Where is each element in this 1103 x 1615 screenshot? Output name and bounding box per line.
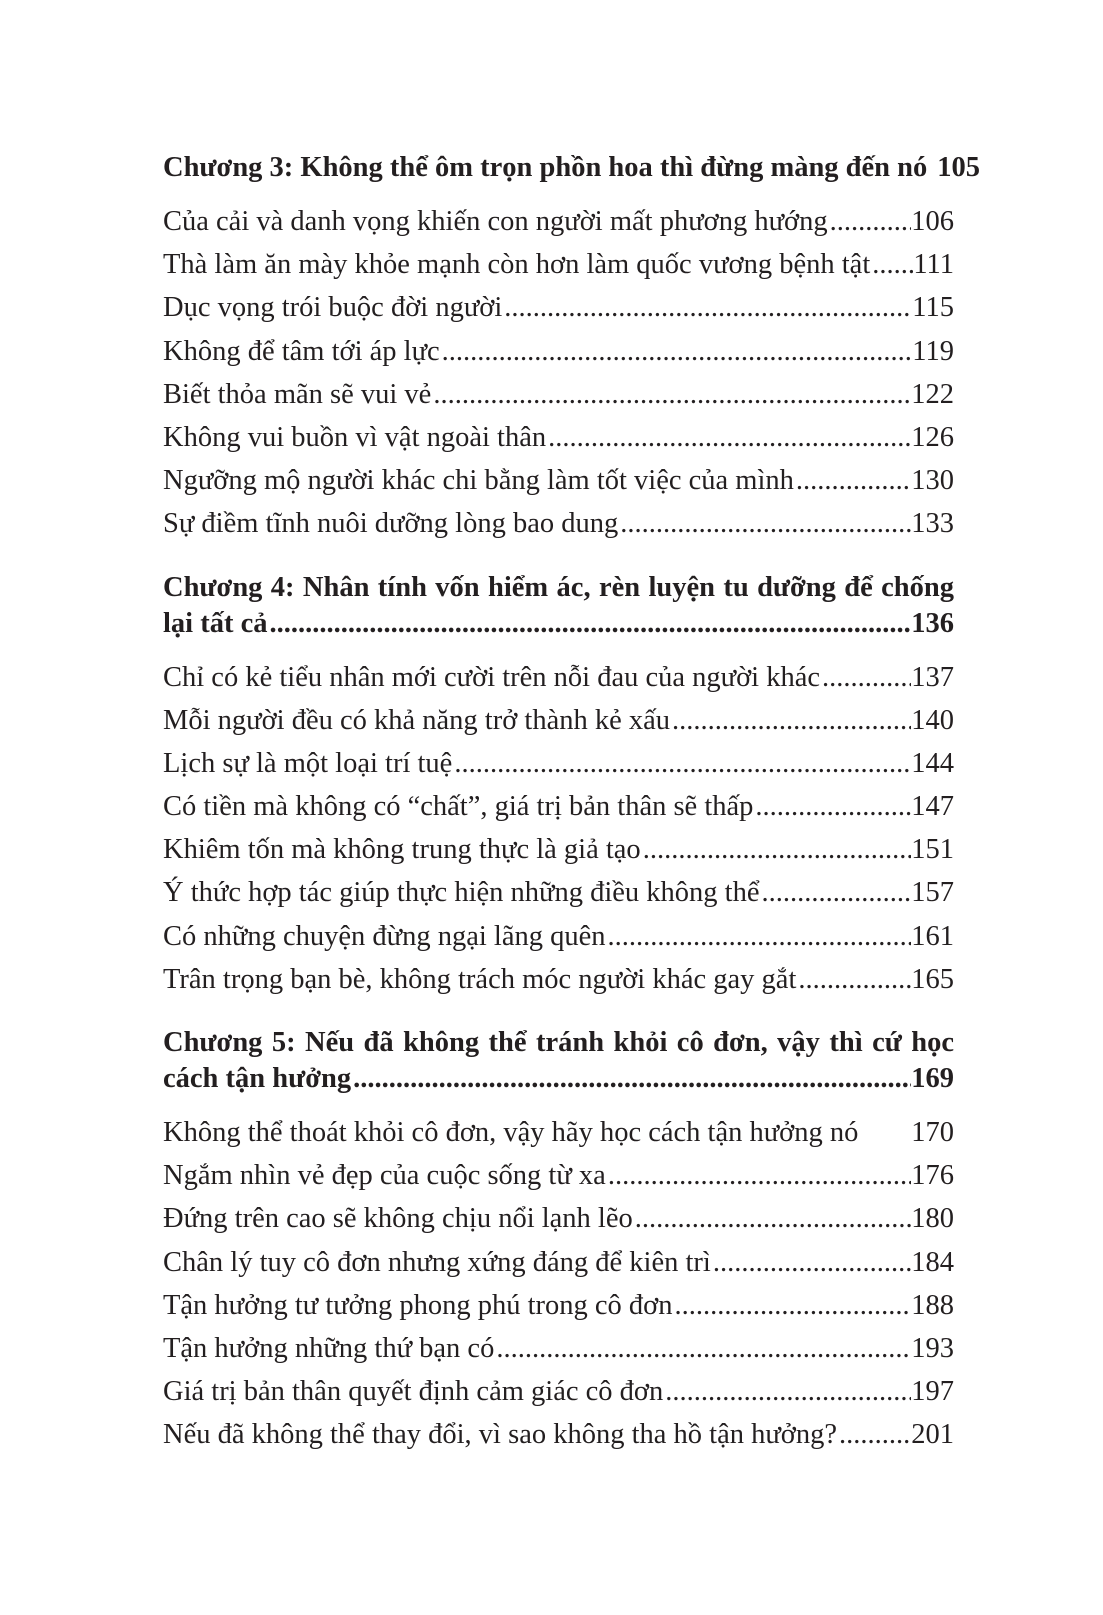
entry-title: Có những chuyện đừng ngại lãng quên xyxy=(163,920,606,952)
entry-page: 176 xyxy=(911,1160,954,1192)
toc-entry xyxy=(163,373,954,416)
toc-entry xyxy=(163,1370,954,1413)
entry-title: Không để tâm tới áp lực xyxy=(163,335,440,367)
dot-leader xyxy=(820,656,911,699)
toc-entry xyxy=(163,699,954,742)
toc-entry xyxy=(163,502,954,545)
chapter-5-heading xyxy=(163,1025,954,1097)
chapter-3-title: Chương 3: Không thể ôm trọn phồn hoa thì đừng màng đến nó xyxy=(163,152,928,183)
chapter-4-heading xyxy=(163,570,954,642)
entry-page: 188 xyxy=(911,1289,954,1321)
entry-title: Chỉ có kẻ tiểu nhân mới cười trên nỗi đau của người khác xyxy=(163,661,821,693)
entry-title: Thà làm ăn mày khỏe mạnh còn hơn làm quốc vương bệnh tật xyxy=(163,249,871,281)
dot-leader xyxy=(502,286,912,329)
entry-title: Ngắm nhìn vẻ đẹp của cuộc sống từ xa xyxy=(163,1160,606,1192)
dot-leader xyxy=(837,1413,911,1456)
entry-title: Biết thỏa mãn sẽ vui vẻ xyxy=(163,378,432,410)
entry-title: Ý thức hợp tác giúp thực hiện những điều không thể xyxy=(163,877,760,909)
chapter-4-title-line1: Chương 4: Nhân tính vốn hiểm ác, rèn luyện tu dưỡng để chống xyxy=(163,571,954,603)
entry-title: Ngưỡng mộ người khác chi bằng làm tốt việc của mình xyxy=(163,465,794,497)
dot-leader xyxy=(633,1197,912,1240)
entry-title: Không thể thoát khỏi cô đơn, vậy hãy học cách tận hưởng nó xyxy=(163,1117,859,1148)
chapter-4-title-line2: lại tất cả xyxy=(163,607,268,639)
dot-leader xyxy=(440,330,913,373)
dot-leader xyxy=(670,699,911,742)
dot-leader xyxy=(494,1327,911,1370)
entry-page: 147 xyxy=(911,791,954,823)
entry-title: Sự điềm tĩnh nuôi dưỡng lòng bao dung xyxy=(163,508,619,540)
entry-title: Mỗi người đều có khả năng trở thành kẻ xấu xyxy=(163,704,671,736)
toc-entry xyxy=(163,286,954,329)
dot-leader xyxy=(618,502,911,545)
chapter-3-page: 105 xyxy=(937,152,981,183)
entry-page: 122 xyxy=(911,378,954,410)
toc-entry xyxy=(163,1327,954,1370)
dot-leader xyxy=(794,459,911,502)
dot-leader xyxy=(606,915,912,958)
entry-page: 115 xyxy=(912,292,954,324)
entry-title: Của cải và danh vọng khiến con người mất phương hướng xyxy=(163,206,828,237)
entry-page: 180 xyxy=(911,1203,954,1235)
entry-page: 161 xyxy=(911,920,954,952)
entry-page: 144 xyxy=(911,747,954,779)
dot-leader xyxy=(759,871,911,914)
entry-title: Chân lý tuy cô đơn nhưng xứng đáng để kiên trì xyxy=(163,1246,711,1278)
dot-leader xyxy=(870,243,913,286)
entry-page: 119 xyxy=(912,335,954,367)
dot-leader xyxy=(796,958,911,1001)
dot-leader xyxy=(753,785,911,828)
dot-leader xyxy=(606,1154,911,1197)
dot-leader xyxy=(663,1370,911,1413)
entry-title: Nếu đã không thể thay đổi, vì sao không tha hồ tận hưởng? xyxy=(163,1419,838,1451)
dot-leader xyxy=(546,416,911,459)
toc-entry xyxy=(163,459,954,502)
dot-leader xyxy=(431,373,911,416)
toc-entry xyxy=(163,871,954,914)
toc-entry xyxy=(163,958,954,1001)
toc-entry xyxy=(163,1154,954,1197)
toc-entry xyxy=(163,1413,954,1456)
toc-entry xyxy=(163,1241,954,1284)
chapter-4-group xyxy=(163,570,954,1002)
dot-leader xyxy=(828,200,912,243)
entry-title: Tận hưởng tư tưởng phong phú trong cô đơn xyxy=(163,1289,673,1321)
chapter-5-page: 169 xyxy=(911,1063,954,1094)
toc-entry xyxy=(163,656,954,699)
dot-leader xyxy=(452,742,911,785)
chapter-5-group xyxy=(163,1025,954,1457)
chapter-3-group xyxy=(163,150,981,546)
entry-page: 140 xyxy=(911,704,954,736)
toc-entry xyxy=(163,330,954,373)
entry-page: 170 xyxy=(911,1117,954,1148)
toc-entry xyxy=(163,1111,954,1154)
toc-entry xyxy=(163,200,954,243)
toc-entry xyxy=(163,742,954,785)
entry-page: 111 xyxy=(913,249,954,281)
entry-title: Có tiền mà không có “chất”, giá trị bản thân sẽ thấp xyxy=(163,791,754,823)
dot-leader xyxy=(711,1241,911,1284)
chapter-4-title-line2-row xyxy=(163,606,954,642)
entry-page: 201 xyxy=(911,1419,954,1451)
dot-leader xyxy=(641,828,912,871)
entry-page: 193 xyxy=(911,1332,954,1364)
entry-title: Đứng trên cao sẽ không chịu nổi lạnh lẽo xyxy=(163,1203,633,1235)
entry-page: 133 xyxy=(911,508,954,540)
dot-leader xyxy=(351,1061,911,1097)
entry-page: 184 xyxy=(911,1246,954,1278)
entry-page: 106 xyxy=(911,206,954,237)
entry-page: 130 xyxy=(911,465,954,497)
entry-page: 126 xyxy=(911,421,954,453)
toc-entry xyxy=(163,1284,954,1327)
chapter-5-title-line2: cách tận hưởng xyxy=(163,1063,352,1094)
entry-title: Tận hưởng những thứ bạn có xyxy=(163,1332,495,1364)
entry-title: Không vui buồn vì vật ngoài thân xyxy=(163,421,547,453)
chapter-4-page: 136 xyxy=(911,607,954,639)
entry-page: 157 xyxy=(911,877,954,909)
entry-title: Trân trọng bạn bè, không trách móc người khác gay gắt xyxy=(163,963,797,995)
chapter-5-title-line1: Chương 5: Nếu đã không thể tránh khỏi cô đơn, vậy thì cứ học xyxy=(163,1027,954,1058)
toc-entry xyxy=(163,416,954,459)
entry-title: Khiêm tốn mà không trung thực là giả tạo xyxy=(163,834,641,866)
entry-title: Lịch sự là một loại trí tuệ xyxy=(163,747,453,779)
toc-entry xyxy=(163,785,954,828)
entry-page: 165 xyxy=(911,963,954,995)
entry-page: 137 xyxy=(911,661,954,693)
toc-entry xyxy=(163,828,954,871)
entry-page: 197 xyxy=(911,1376,954,1408)
chapter-3-heading xyxy=(163,150,981,186)
entry-title: Giá trị bản thân quyết định cảm giác cô đơn xyxy=(163,1376,664,1408)
toc-entry xyxy=(163,915,954,958)
toc-entry xyxy=(163,243,954,286)
chapter-5-title-line2-row xyxy=(163,1061,954,1097)
table-of-contents xyxy=(163,150,981,1481)
entry-title: Dục vọng trói buộc đời người xyxy=(163,292,503,324)
dot-leader xyxy=(673,1284,912,1327)
entry-page: 151 xyxy=(911,834,954,866)
toc-entry xyxy=(163,1197,954,1240)
dot-leader xyxy=(267,606,911,642)
